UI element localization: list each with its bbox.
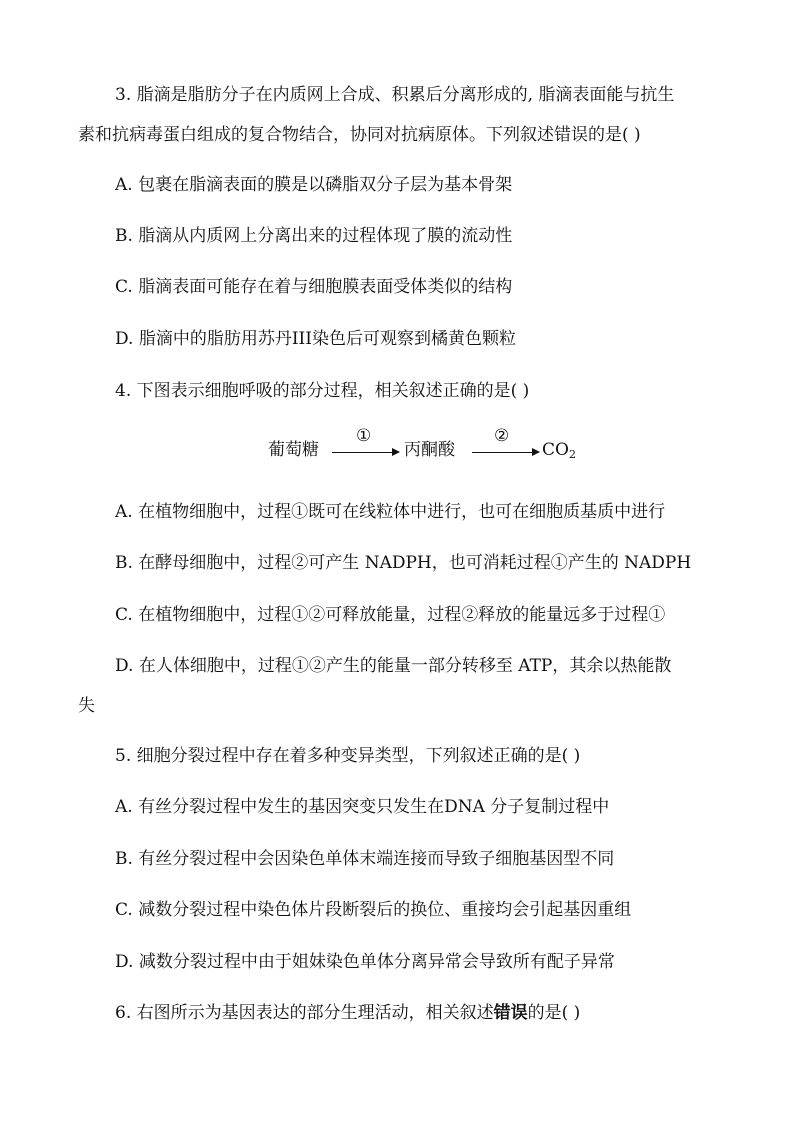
q4-option-d-line1: D. 在人体细胞中，过程①②产生的能量一部分转移至 ATP，其余以热能散 <box>115 656 672 676</box>
respiration-diagram <box>268 428 598 468</box>
q5-option-a: A. 有丝分裂过程中发生的基因突变只发生在DNA 分子复制过程中 <box>115 797 610 817</box>
diagram-arrow2-head <box>532 448 540 456</box>
q4-option-d-line2: 失 <box>78 696 95 716</box>
diagram-co2: $CO_2$ <box>542 440 576 461</box>
q3-option-d: D. 脂滴中的脂肪用苏丹III染色后可观察到橘黄色颗粒 <box>115 329 516 349</box>
q6-stem-emphasis: 错误 <box>493 1003 528 1023</box>
q3-option-b: B. 脂滴从内质网上分离出来的过程体现了膜的流动性 <box>115 226 513 246</box>
diagram-step2-label: ② <box>494 426 510 446</box>
q5-option-b: B. 有丝分裂过程中会因染色单体末端连接而导致子细胞基因型不同 <box>115 849 615 869</box>
diagram-step1-label: ① <box>356 426 372 446</box>
q6-stem <box>115 1005 580 1022</box>
q5-stem: 5. 细胞分裂过程中存在着多种变异类型，下列叙述正确的是( ) <box>115 746 581 766</box>
diagram-glucose: 葡萄糖 <box>268 440 319 460</box>
q4-option-b: B. 在酵母细胞中，过程②可产生 NADPH，也可消耗过程①产生的 NADPH <box>115 553 692 573</box>
q3-option-a: A. 包裹在脂滴表面的膜是以磷脂双分子层为基本骨架 <box>115 175 513 195</box>
diagram-arrow1-head <box>392 448 400 456</box>
q3-stem-line2: 素和抗病毒蛋白组成的复合物结合，协同对抗病原体。下列叙述错误的是( ) <box>78 125 641 145</box>
q4-option-c: C. 在植物细胞中，过程①②可释放能量，过程②释放的能量远多于过程① <box>115 605 666 625</box>
q4-stem: 4. 下图表示细胞呼吸的部分过程，相关叙述正确的是( ) <box>115 381 530 401</box>
q6-stem-after: 的是( ) <box>527 1003 581 1023</box>
diagram-arrow2-line <box>472 452 534 453</box>
q4-option-a: A. 在植物细胞中，过程①既可在线粒体中进行，也可在细胞质基质中进行 <box>115 502 666 522</box>
q5-option-d: D. 减数分裂过程中由于姐妹染色单体分离异常会导致所有配子异常 <box>115 952 615 972</box>
diagram-pyruvate: 丙酮酸 <box>404 440 455 460</box>
q3-option-c: C. 脂滴表面可能存在着与细胞膜表面受体类似的结构 <box>115 277 513 297</box>
q5-option-c: C. 减数分裂过程中染色体片段断裂后的换位、重接均会引起基因重组 <box>115 900 632 920</box>
q3-stem-line1: 3. 脂滴是脂肪分子在内质网上合成、积累后分离形成的, 脂滴表面能与抗生 <box>115 85 675 105</box>
diagram-arrow1-line <box>332 452 394 453</box>
q6-stem-before: 6. 右图所示为基因表达的部分生理活动，相关叙述 <box>115 1003 494 1023</box>
